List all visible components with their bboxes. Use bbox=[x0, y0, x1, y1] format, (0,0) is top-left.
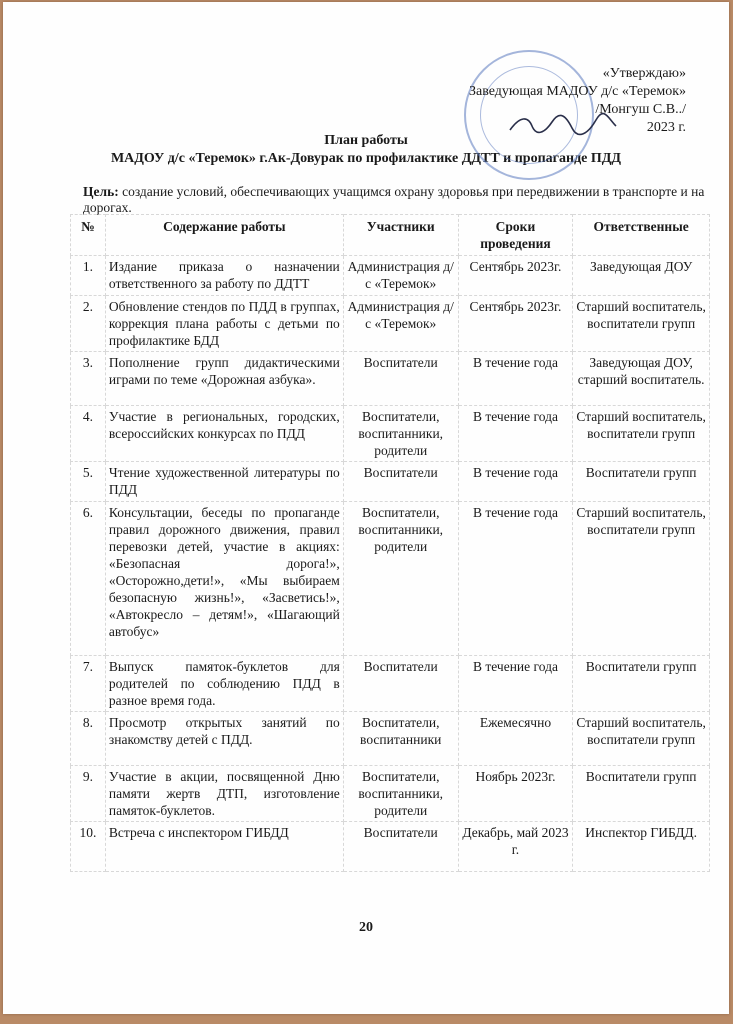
cell-dates: Декабрь, май 2023 г. bbox=[458, 822, 573, 872]
cell-responsible: Воспитатели групп bbox=[573, 766, 710, 822]
cell-dates: В течение года bbox=[458, 502, 573, 656]
cell-responsible: Инспектор ГИБДД. bbox=[573, 822, 710, 872]
table-row bbox=[71, 822, 710, 872]
cell-responsible: Воспитатели групп bbox=[573, 462, 710, 502]
cell-participants: Воспитатели bbox=[343, 462, 458, 502]
cell-dates: Ноябрь 2023г. bbox=[458, 766, 573, 822]
cell-responsible: Воспитатели групп bbox=[573, 656, 710, 712]
cell-num: 4. bbox=[71, 406, 106, 462]
document-page bbox=[3, 2, 729, 1014]
cell-dates: Сентябрь 2023г. bbox=[458, 296, 573, 352]
table-row bbox=[71, 766, 710, 822]
cell-num: 6. bbox=[71, 502, 106, 656]
header-content: Содержание работы bbox=[105, 215, 343, 256]
cell-participants: Воспитатели, воспитанники bbox=[343, 712, 458, 766]
page-number: 20 bbox=[359, 920, 373, 935]
cell-participants: Воспитатели, воспитанники, родители bbox=[343, 766, 458, 822]
document-title bbox=[3, 132, 729, 168]
cell-dates: Сентябрь 2023г. bbox=[458, 256, 573, 296]
cell-content: Консультации, беседы по пропаганде правил дорожного движения, правил перевозки детей, участие в акциях: «Безопасная дорога!», «Осторожно,дети!», «Мы выбираем безопасную жизнь!», «Засветись!», «Автокресло – детям!», «Шагающий автобус» bbox=[105, 502, 343, 656]
table-header-row bbox=[71, 215, 710, 256]
cell-responsible: Старший воспитатель, воспитатели групп bbox=[573, 712, 710, 766]
cell-dates: В течение года bbox=[458, 406, 573, 462]
cell-num: 7. bbox=[71, 656, 106, 712]
cell-dates: Ежемесячно bbox=[458, 712, 573, 766]
table-row bbox=[71, 352, 710, 406]
cell-content: Пополнение групп дидактическими играми по теме «Дорожная азбука». bbox=[105, 352, 343, 406]
cell-participants: Воспитатели, воспитанники, родители bbox=[343, 406, 458, 462]
cell-num: 8. bbox=[71, 712, 106, 766]
cell-responsible: Старший воспитатель, воспитатели групп bbox=[573, 296, 710, 352]
cell-content: Просмотр открытых занятий по знакомству детей с ПДД. bbox=[105, 712, 343, 766]
cell-participants: Администрация д/с «Теремок» bbox=[343, 296, 458, 352]
cell-participants: Администрация д/с «Теремок» bbox=[343, 256, 458, 296]
goal-paragraph bbox=[83, 184, 713, 216]
cell-num: 1. bbox=[71, 256, 106, 296]
title-line-2: МАДОУ д/с «Теремок» г.Ак-Довурак по профилактике ДДТТ и пропаганде ПДД bbox=[110, 151, 622, 166]
cell-content: Встреча с инспектором ГИБДД bbox=[105, 822, 343, 872]
cell-content: Участие в региональных, городских, всероссийских конкурсах по ПДД bbox=[105, 406, 343, 462]
cell-responsible: Старший воспитатель, воспитатели групп bbox=[573, 502, 710, 656]
cell-num: 9. bbox=[71, 766, 106, 822]
goal-label: Цель: bbox=[83, 184, 119, 199]
cell-content: Чтение художественной литературы по ПДД bbox=[105, 462, 343, 502]
approval-heading: «Утверждаю» bbox=[602, 66, 686, 81]
table-row bbox=[71, 462, 710, 502]
cell-content: Участие в акции, посвященной Дню памяти жертв ДТП, изготовление памяток-буклетов. bbox=[105, 766, 343, 822]
cell-participants: Воспитатели, воспитанники, родители bbox=[343, 502, 458, 656]
cell-responsible: Заведующая ДОУ, старший воспитатель. bbox=[573, 352, 710, 406]
cell-responsible: Старший воспитатель, воспитатели групп bbox=[573, 406, 710, 462]
cell-content: Обновление стендов по ПДД в группах, коррекция плана работы с детьми по профилактике БДД bbox=[105, 296, 343, 352]
work-plan-table bbox=[70, 214, 710, 872]
cell-num: 5. bbox=[71, 462, 106, 502]
cell-num: 10. bbox=[71, 822, 106, 872]
cell-participants: Воспитатели bbox=[343, 352, 458, 406]
table-row bbox=[71, 256, 710, 296]
cell-content: Издание приказа о назначении ответственного за работу по ДДТТ bbox=[105, 256, 343, 296]
approval-date: 2023 г. bbox=[646, 120, 686, 135]
approval-name: /Монгуш С.В../ bbox=[595, 102, 686, 117]
title-line-1: План работы bbox=[324, 133, 408, 148]
header-participants: Участники bbox=[343, 215, 458, 256]
table-row bbox=[71, 296, 710, 352]
cell-content: Выпуск памяток-буклетов для родителей по соблюдению ПДД в разное время года. bbox=[105, 656, 343, 712]
cell-num: 2. bbox=[71, 296, 106, 352]
cell-dates: В течение года bbox=[458, 656, 573, 712]
table-row bbox=[71, 712, 710, 766]
header-responsible: Ответственные bbox=[573, 215, 710, 256]
signature-icon bbox=[508, 112, 618, 136]
cell-dates: В течение года bbox=[458, 352, 573, 406]
cell-participants: Воспитатели bbox=[343, 822, 458, 872]
table-row bbox=[71, 406, 710, 462]
header-num: № bbox=[71, 215, 106, 256]
goal-text: создание условий, обеспечивающих учащимся охрану здоровья при передвижении в транспорте и на дорогах. bbox=[83, 184, 705, 215]
cell-participants: Воспитатели bbox=[343, 656, 458, 712]
cell-dates: В течение года bbox=[458, 462, 573, 502]
cell-responsible: Заведующая ДОУ bbox=[573, 256, 710, 296]
table-row bbox=[71, 656, 710, 712]
approval-position: Заведующая МАДОУ д/с «Теремок» bbox=[469, 84, 686, 99]
table-row bbox=[71, 502, 710, 656]
cell-num: 3. bbox=[71, 352, 106, 406]
header-dates: Сроки проведения bbox=[458, 215, 573, 256]
